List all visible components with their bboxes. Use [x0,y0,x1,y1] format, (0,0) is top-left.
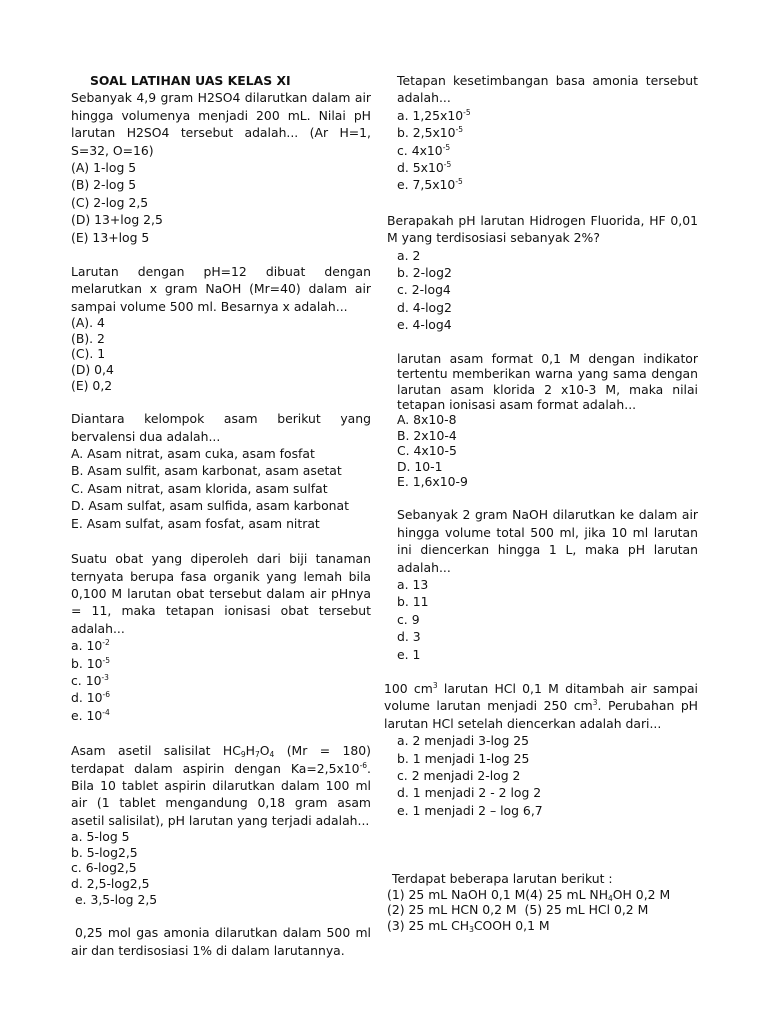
option-a: (A). 4 [71,315,105,331]
right-column [384,72,698,934]
option-b: (B) 2-log 5 [71,177,137,193]
option-c: c. 9 [397,611,420,627]
option-d: d. $5x10^{-5}$ [397,160,452,176]
option-e: e. 1 menjadi 2 – log 6,7 [397,802,543,818]
option-e: e. 4-log4 [397,317,452,333]
option-c: c. 2 menjadi 2-log 2 [397,768,521,784]
question-8 [384,351,698,490]
option-d: D. 10-1 [397,458,443,474]
option-a: a. 5-log 5 [71,829,130,845]
option-e: (E) 13+log 5 [71,229,150,245]
option-a: a. $10^{-2}$ [71,638,110,654]
option-c: c. $10^{-3}$ [71,672,109,688]
option-e: e. 3,5-log 2,5 [71,891,158,907]
option-b: b. 5-log2,5 [71,844,138,860]
question-7 [384,212,698,334]
option-a: a. 2 menjadi 3-log 25 [397,733,530,749]
question-4-stem: Suatu obat yang diperoleh dari biji tanaman ternyata berupa fasa organik yang lemah bila 0,100 M larutan obat tersebut dalam air pHnya = 11, maka tetapan ionisasi obat tersebut adalah... [71,551,371,636]
option-d: (D) 0,4 [71,362,114,378]
option-d: d. 2,5-log2,5 [71,875,150,891]
question-4 [71,550,371,724]
question-11 [384,871,698,933]
question-2-stem: Larutan dengan pH=12 dibuat dengan melarutkan x gram NaOH (Mr=40) dalam air sampai volume 500 ml. Besarnya x adalah... [71,264,371,314]
question-2 [71,263,371,393]
option-a: a. 13 [397,576,429,592]
question-9-stem: Sebanyak 2 gram NaOH dilarutkan ke dalam air hingga volume total 500 ml, jika 10 ml larutan ini diencerkan hingga 1 L, maka pH larutan adalah... [397,507,698,575]
question-8-stem: larutan asam format 0,1 M dengan indikator tertentu memberikan warna yang sama dengan larutan asam klorida 2 x10-3 M, maka nilai tetapan ionisasi asam format adalah... [397,350,698,412]
option-e: (E) 0,2 [71,377,113,393]
option-a: A. 8x10-8 [397,412,457,428]
question-6-stem-continued: Tetapan kesetimbangan basa amonia tersebut adalah... [397,73,698,106]
option-e: E. 1,6x10-9 [397,473,468,489]
page-title: SOAL LATIHAN UAS KELAS XI [90,73,291,88]
option-c: C. 4x10-5 [397,443,457,459]
option-e: E. Asam sulfat, asam fosfat, asam nitrat [71,515,320,531]
option-d: D. Asam sulfat, asam sulfida, asam karbonat [71,498,349,514]
option-e: e. 1 [397,646,421,662]
question-3-stem: Diantara kelompok asam berikut yang bervalensi dua adalah... [71,411,371,444]
option-e: e. $7,5x10^{-5}$ [397,177,463,193]
option-c: c. 2-log4 [397,282,451,298]
option-b: (B). 2 [71,330,105,346]
option-b: b. 2-log2 [397,265,452,281]
option-d: (D) 13+log 2,5 [71,212,163,228]
option-b: B. Asam sulfit, asam karbonat, asam asetat [71,463,342,479]
question-3 [71,410,371,532]
question-10 [384,680,698,819]
left-column [71,72,371,959]
option-c: (C) 2-log 2,5 [71,194,149,210]
question-11-stem: Terdapat beberapa larutan berikut : [392,871,613,887]
question-1-stem: Sebanyak 4,9 gram H2SO4 dilarutkan dalam air hingga volumenya menjadi 200 mL. Nilai pH larutan H2SO4 tersebut adalah... (Ar H=1, S=32, O=16) [71,90,371,158]
option-a: A. Asam nitrat, asam cuka, asam fosfat [71,446,315,462]
option-d: d. 4-log2 [397,299,452,315]
solution-list-line-1: (1) 25 mL NaOH 0,1 M(4) 25 mL $NH_4OH$ 0,2 M [387,886,671,903]
question-9 [384,506,698,663]
option-d: d. 3 [397,629,421,645]
option-c: c. $4x10^{-5}$ [397,142,451,158]
question-7-stem: Berapakah pH larutan Hidrogen Fluorida, HF 0,01 M yang terdisosiasi sebanyak 2%? [387,212,698,246]
option-c: (C). 1 [71,346,106,362]
option-d: d. $10^{-6}$ [71,690,110,706]
question-1 [71,89,371,246]
option-a: a. $1,25x10^{-5}$ [397,107,471,123]
option-b: b. 11 [397,594,429,610]
solution-list-line-3: (3) 25 mL $CH_3COOH$ 0,1 M [387,918,550,935]
option-c: C. Asam nitrat, asam klorida, asam sulfat [71,480,328,496]
option-c: c. 6-log2,5 [71,860,137,876]
option-b: b. $2,5x10^{-5}$ [397,125,464,141]
question-6-stem: 0,25 mol gas amonia dilarutkan dalam 500 ml air dan terdisosiasi 1% di dalam larutannya. [71,925,371,958]
solution-list-line-2: (2) 25 mL HCN 0,2 M (5) 25 mL HCl 0,2 M [387,902,649,918]
option-b: b. $10^{-5}$ [71,655,110,671]
option-b: B. 2x10-4 [397,427,457,443]
option-a: a. 2 [397,247,421,263]
option-e: e. $10^{-4}$ [71,707,110,723]
question-10-stem: 100 $cm^3$ larutan HCl 0,1 M ditambah air sampai volume larutan menjadi 250 $cm^3$. Perubahan pH larutan HCl setelah diencerkan adalah dari... [384,681,699,731]
option-b: b. 1 menjadi 1-log 25 [397,750,530,766]
option-d: d. 1 menjadi 2 - 2 log 2 [397,785,542,801]
question-6-continued [384,72,698,194]
question-5-stem: Asam asetil salisilat $HC_9H_7O_4$ (Mr = 180) terdapat dalam aspirin dengan $Ka=2,5x10^{-6}$. Bila 10 tablet aspirin dilarutkan dalam 100 ml air (1 tablet mengandung 0,18 gram asam asetil salisilat), pH larutan yang terjadi adalah... [71,743,371,828]
question-5 [71,742,371,907]
option-a: (A) 1-log 5 [71,160,137,176]
